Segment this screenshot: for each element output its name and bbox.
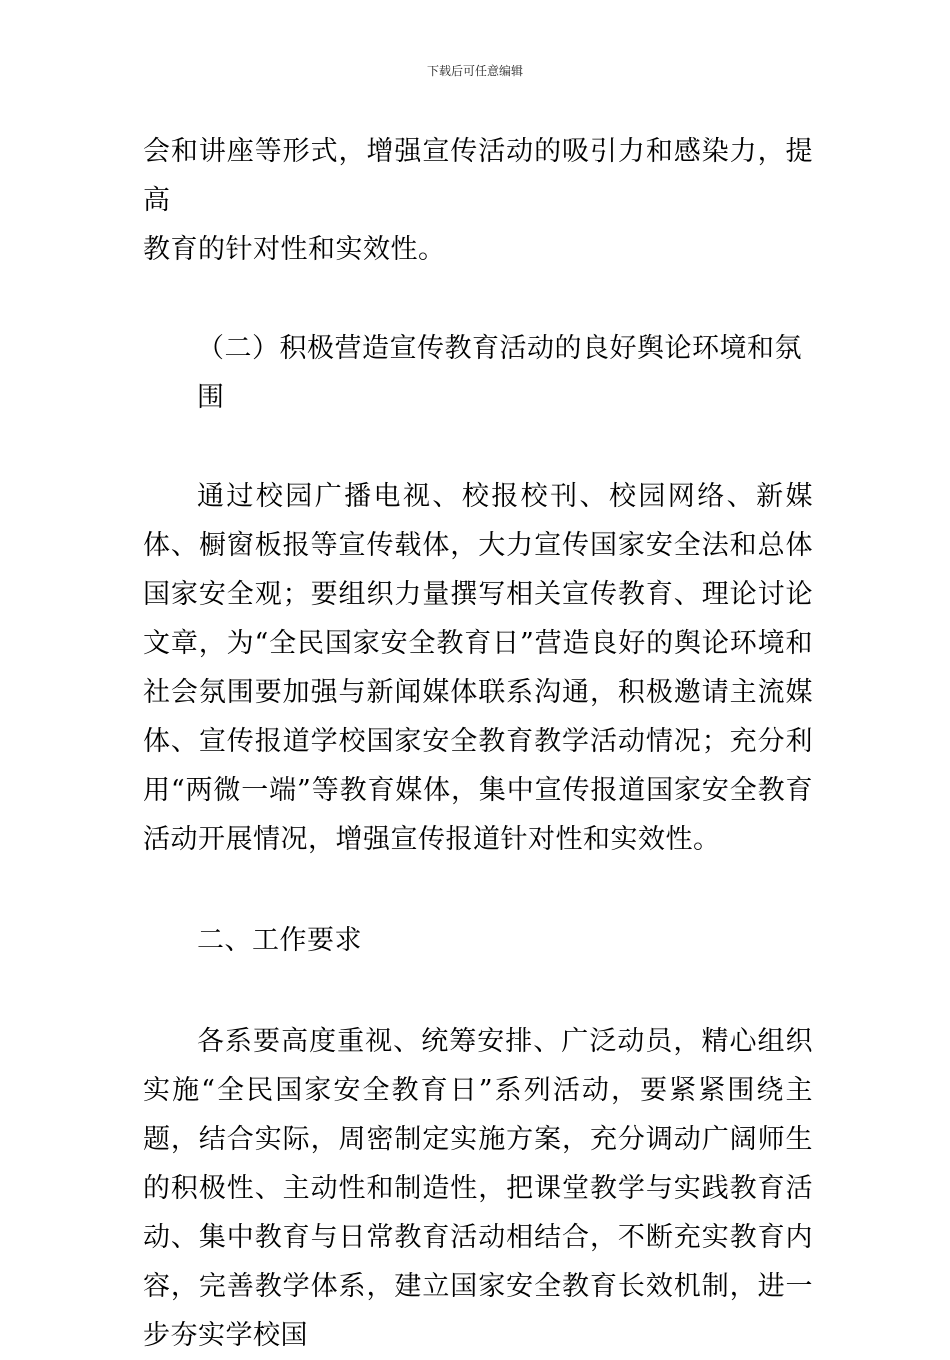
paragraph-publicity: 通过校园广播电视、校报校刊、校园网络、新媒体、橱窗板报等宣传载体，大力宣传国家安全法和总体国家安全观；要组织力量撰写相关宣传教育、理论讨论文章，为“全民国家安全教育日”营造良好的舆论环境和社会氛围要加强与新闻媒体联系沟通，积极邀请主流媒体、宣传报道学校国家安全教育教学活动情况；充分利用“两微一端”等教育媒体，集中宣传报道国家安全教育活动开展情况，增强宣传报道针对性和实效性。	[143, 481, 813, 855]
document-body	[143, 127, 813, 1360]
section-heading: 二、工作要求	[197, 925, 362, 956]
spacer	[143, 864, 813, 916]
paragraph-continued-line-1: 会和讲座等形式，增强宣传活动的吸引力和感染力，提高	[143, 136, 813, 216]
paragraph-continued-line-2: 教育的针对性和实效性。	[143, 234, 446, 265]
spacer	[143, 965, 813, 1017]
section-subheading: （二）积极营造宣传教育活动的良好舆论环境和氛围	[197, 333, 802, 413]
paragraph-requirements: 各系要高度重视、统筹安排、广泛动员，精心组织实施“全民国家安全教育日”系列活动，要紧紧围绕主题，结合实际，周密制定实施方案，充分调动广阔师生的积极性、主动性和制造性，把课堂教学与实践教育活动、集中教育与日常教育活动相结合，不断充实教育内容，完善教学体系，建立国家安全教育长效机制，进一步夯实学校国	[143, 1026, 813, 1351]
page-header: 下载后可任意编辑	[426, 64, 523, 78]
spacer	[143, 274, 813, 324]
spacer	[143, 422, 813, 472]
